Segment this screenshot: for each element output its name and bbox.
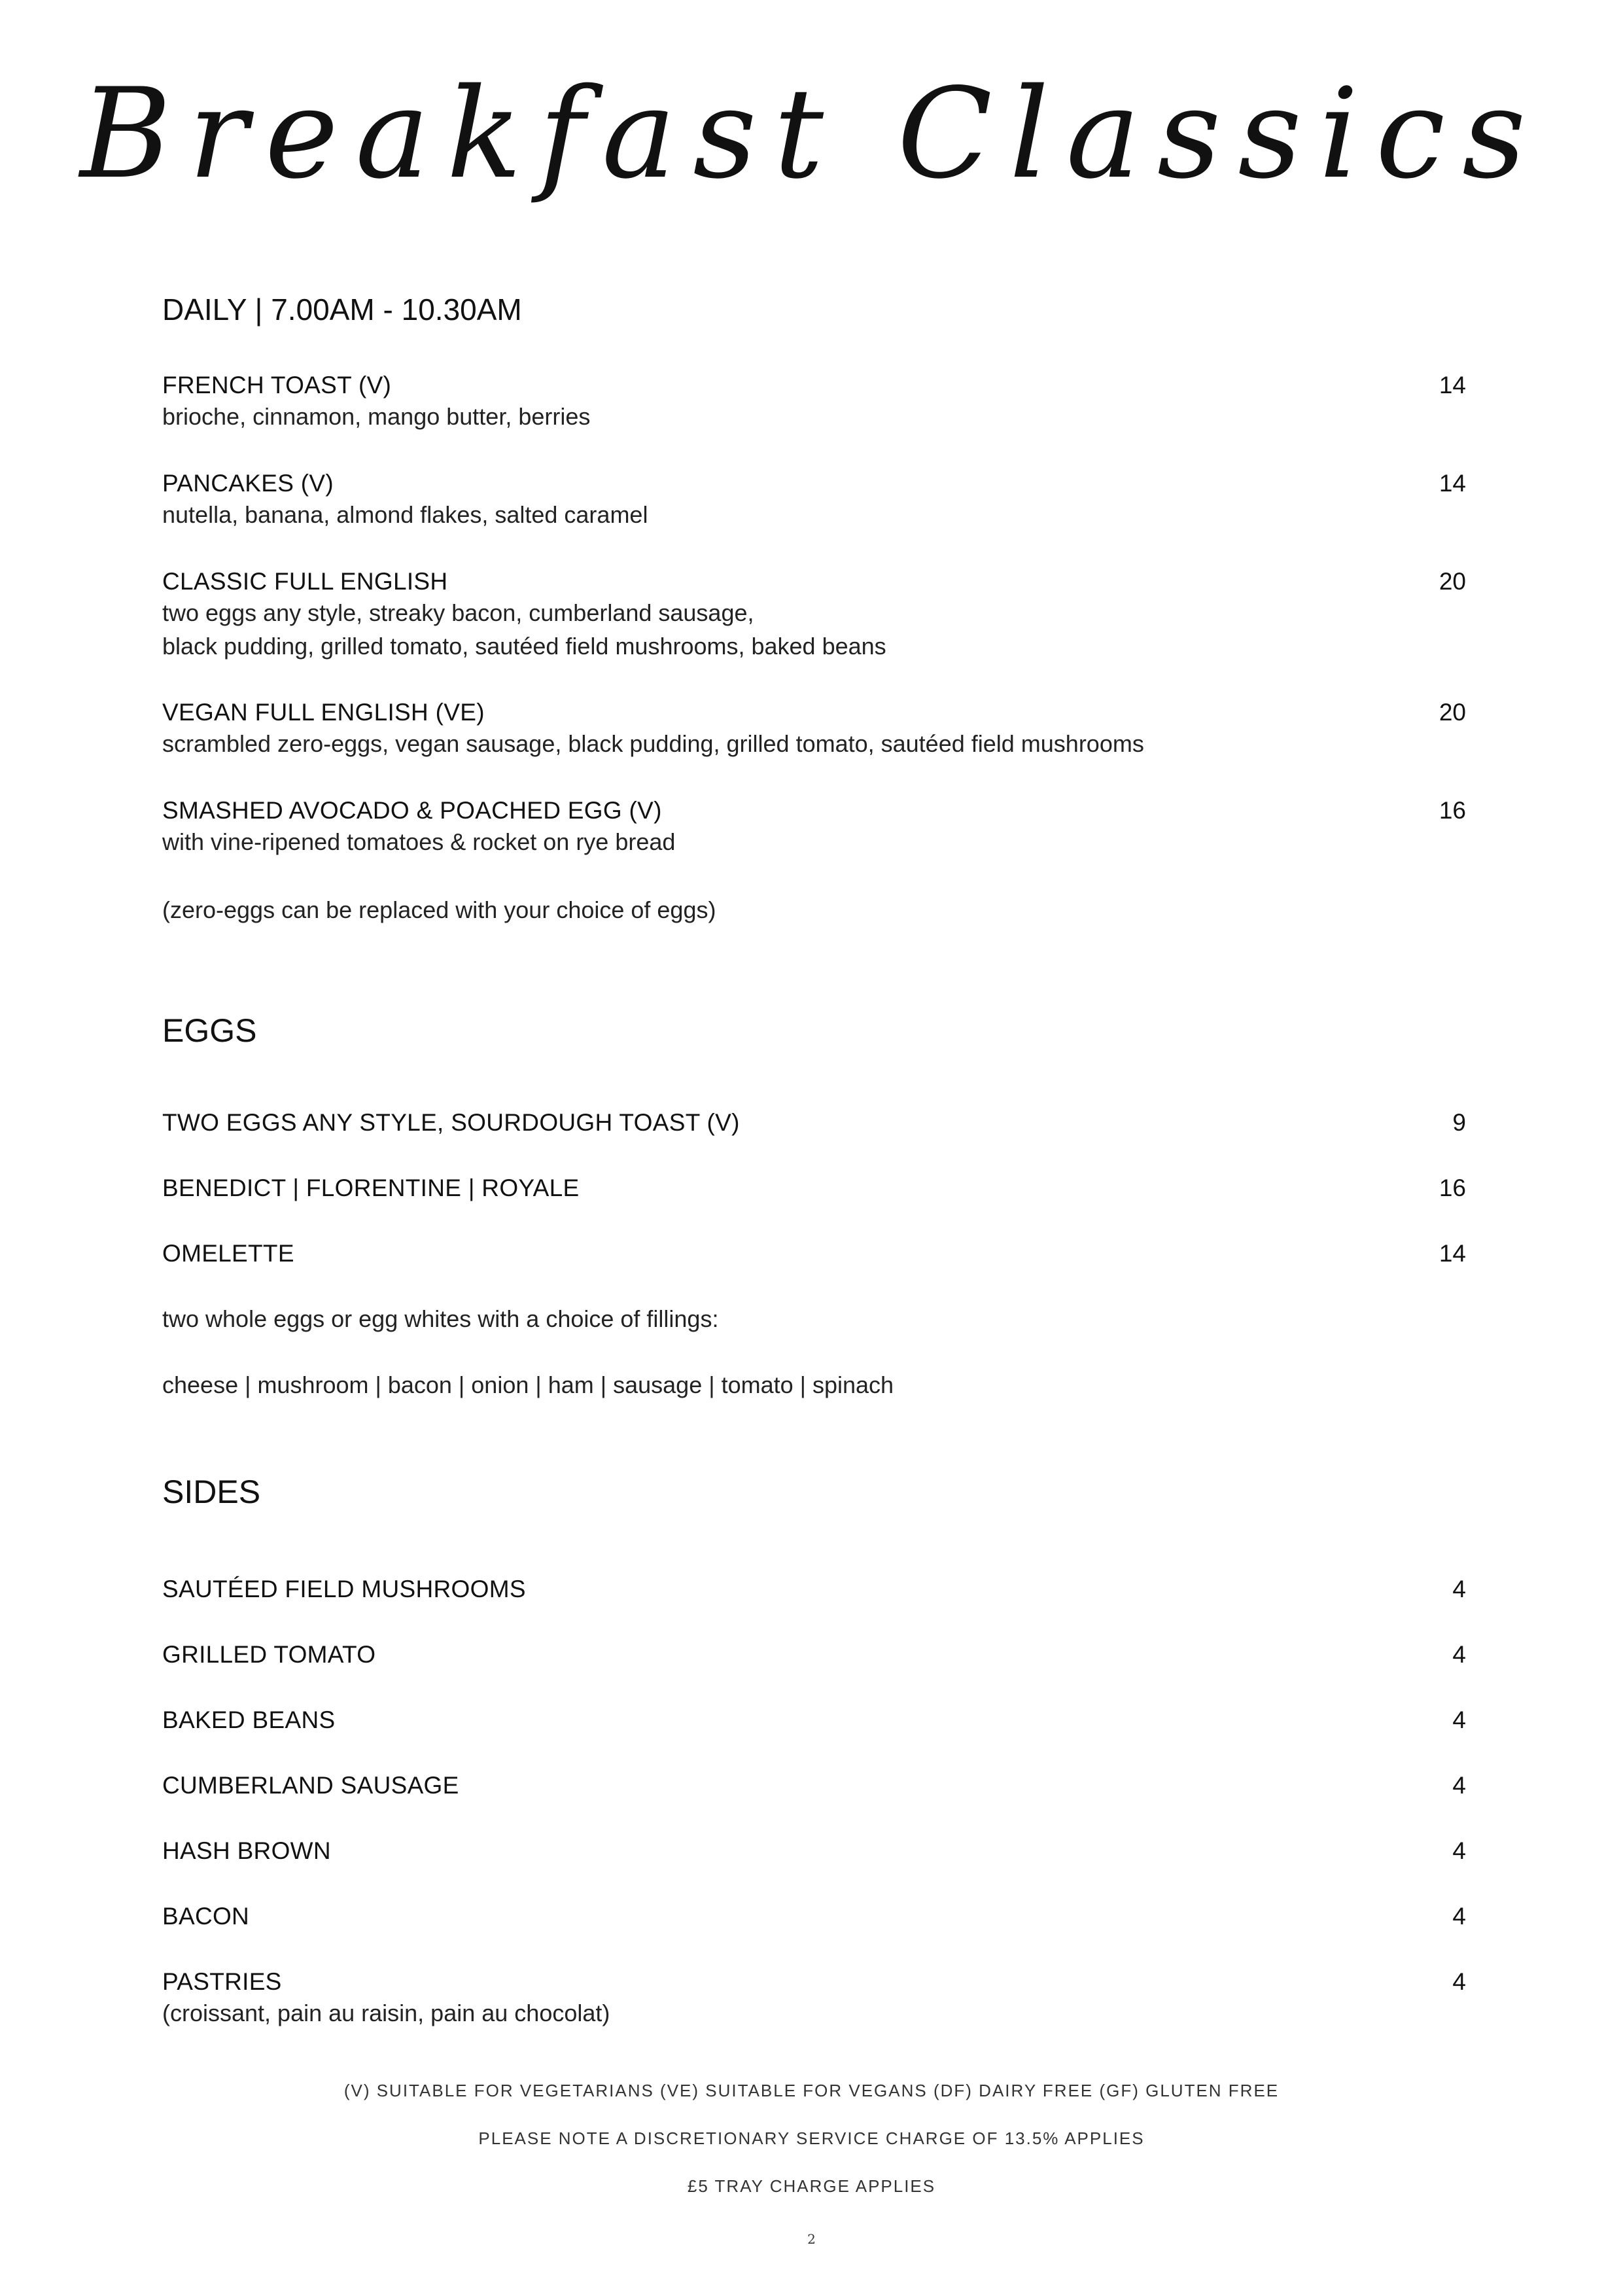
item-price: 16 <box>1439 1174 1466 1201</box>
item-price: 20 <box>1439 568 1466 595</box>
item-price: 9 <box>1452 1109 1466 1136</box>
section-heading-eggs: EGGS <box>162 1012 257 1049</box>
page-number: 2 <box>807 2231 816 2247</box>
section-heading-daily: DAILY | 7.00AM - 10.30AM <box>162 292 522 327</box>
item-name: OMELETTE <box>162 1240 294 1267</box>
menu-item <box>162 1576 1466 1604</box>
item-price: 4 <box>1452 1641 1466 1668</box>
item-price: 16 <box>1439 797 1466 824</box>
item-description: nutella, banana, almond flakes, salted caramel <box>162 501 648 528</box>
item-price: 14 <box>1439 470 1466 497</box>
service-charge-note: PLEASE NOTE A DISCRETIONARY SERVICE CHARGE OF 13.5% APPLIES <box>478 2128 1145 2148</box>
menu-item <box>162 1641 1466 1669</box>
item-price: 4 <box>1452 1706 1466 1733</box>
item-price: 14 <box>1439 372 1466 398</box>
item-name: SMASHED AVOCADO & POACHED EGG (V) <box>162 797 662 824</box>
item-price: 20 <box>1439 699 1466 726</box>
item-price: 4 <box>1452 1576 1466 1602</box>
item-price: 4 <box>1452 1968 1466 1995</box>
item-name: VEGAN FULL ENGLISH (VE) <box>162 699 485 726</box>
item-description: scrambled zero-eggs, vegan sausage, black pudding, grilled tomato, sautéed field mushrooms <box>162 730 1144 757</box>
item-name: BENEDICT | FLORENTINE | ROYALE <box>162 1174 580 1201</box>
item-name: PANCAKES (V) <box>162 470 334 497</box>
item-name: FRENCH TOAST (V) <box>162 372 392 398</box>
menu-item <box>162 1174 1466 1203</box>
item-name: CLASSIC FULL ENGLISH <box>162 568 448 595</box>
item-name: PASTRIES <box>162 1968 282 1995</box>
item-description: black pudding, grilled tomato, sautéed field mushrooms, baked beans <box>162 632 886 660</box>
menu-title: Breakfast Classics <box>80 62 1543 206</box>
menu-item <box>162 699 1466 760</box>
menu-item <box>162 1772 1466 1800</box>
item-description: with vine-ripened tomatoes & rocket on rye bread <box>162 828 676 855</box>
section-heading-sides: SIDES <box>162 1474 261 1510</box>
menu-item <box>162 1706 1466 1735</box>
menu-item <box>162 568 1466 663</box>
menu-item <box>162 1837 1466 1865</box>
dietary-key: (V) SUITABLE FOR VEGETARIANS (VE) SUITABLE FOR VEGANS (DF) DAIRY FREE (GF) GLUTEN FREE <box>343 2081 1280 2100</box>
item-price: 4 <box>1452 1837 1466 1864</box>
menu-item <box>162 797 1466 858</box>
item-name: TWO EGGS ANY STYLE, SOURDOUGH TOAST (V) <box>162 1109 740 1136</box>
item-name: GRILLED TOMATO <box>162 1641 376 1668</box>
zero-eggs-note: (zero-eggs can be replaced with your choice of eggs) <box>162 896 716 923</box>
tray-charge-note: £5 TRAY CHARGE APPLIES <box>687 2176 936 2196</box>
menu-item <box>162 1240 1466 1268</box>
item-name: SAUTÉED FIELD MUSHROOMS <box>162 1576 526 1602</box>
item-description: (croissant, pain au raisin, pain au chocolat) <box>162 1999 610 2026</box>
menu-item <box>162 1109 1466 1137</box>
item-name: BACON <box>162 1903 250 1930</box>
item-price: 14 <box>1439 1240 1466 1267</box>
item-description: brioche, cinnamon, mango butter, berries <box>162 402 591 430</box>
item-name: HASH BROWN <box>162 1837 331 1864</box>
item-price: 4 <box>1452 1903 1466 1930</box>
menu-item <box>162 1968 1466 2030</box>
item-price: 4 <box>1452 1772 1466 1799</box>
item-description: two eggs any style, streaky bacon, cumberland sausage, <box>162 599 754 626</box>
item-name: CUMBERLAND SAUSAGE <box>162 1772 459 1799</box>
menu-item <box>162 1903 1466 1931</box>
omelette-fillings: cheese | mushroom | bacon | onion | ham | sausage | tomato | spinach <box>162 1371 894 1398</box>
menu-item <box>162 372 1466 433</box>
item-name: BAKED BEANS <box>162 1706 336 1733</box>
menu-item <box>162 470 1466 531</box>
omelette-note: two whole eggs or egg whites with a choice of fillings: <box>162 1305 719 1332</box>
